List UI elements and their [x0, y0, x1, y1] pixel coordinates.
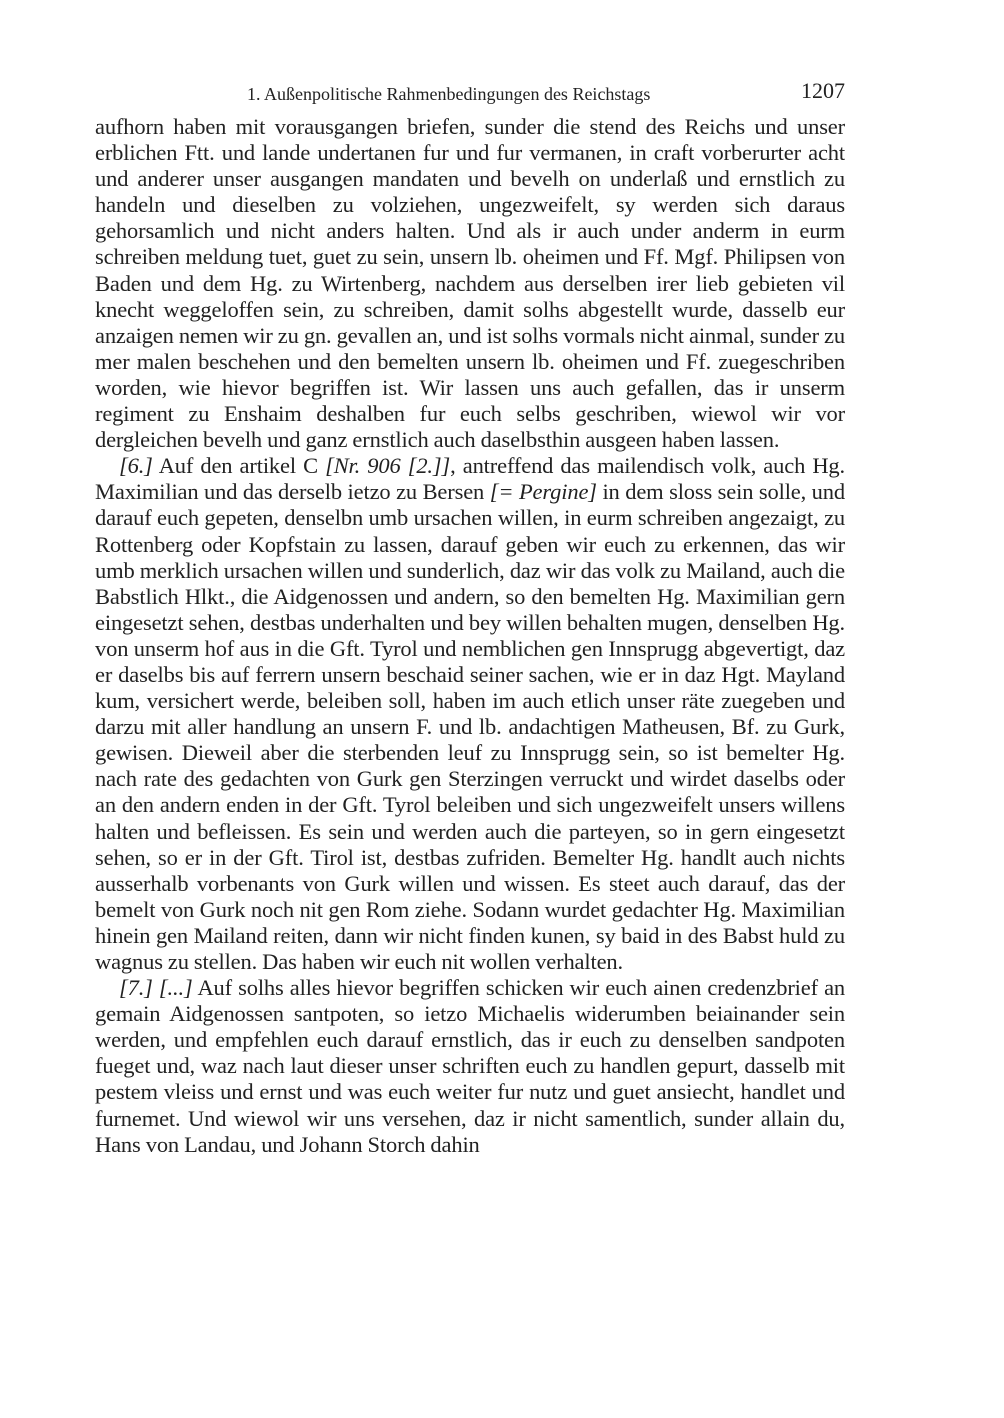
text-segment: Auf den artikel C — [152, 453, 326, 479]
text-segment: aufhorn haben mit vorausgangen briefen, sunder die stend des Reichs und unser erblichen Ftt. und lande undertanen fur und fur vermanen, in craft vorberurter acht und anderer unser ausgangen mandaten und bevelh on underlaß und ernstlich zu handeln und dieselben zu volziehen, ungezweifelt, sy werden sich daraus gehorsamlich und nicht anders halten. Und als ir auch under anderm in eurm schreiben meldung tuet, guet zu sein, unsern lb. oheimen und Ff. Mgf. Philipsen von Baden und dem Hg. zu Wirtenberg, nachdem aus derselben irer lieb gebieten vil knecht weggeloffen sein, zu schreiben, damit solhs abgestellt wurde, dasselb eur anzaigen nemen wir zu gn. gevallen an, und ist solhs vormals nicht ainmal, sunder zu mer malen beschehen und den bemelten unsern lb. oheimen und Ff. zuegeschriben worden, wie hievor begriffen ist. Wir lassen uns auch gefallen, das ir unserm regiment zu Enshaim deshalben fur euch selbs geschriben, wiewol wir vor dergleichen bevelh und ganz ernstlich auch daselbsthin ausgeen haben lassen. — [95, 114, 845, 453]
running-header — [95, 78, 845, 114]
text-segment: Auf solhs alles hievor begriffen schicken wir euch ainen credenzbrief an gemain Aidgenossen santpoten, so ietzo Michaelis widerumben beiainander sein werden, und empfehlen euch darauf ernstlich, das ir euch zu denselben sandpoten fueget und, waz nach laut dieser unser schriften euch zu handlen gepurt, dasselb mit pestem vleiss und ernst und was euch weiter fur nutz und guet ansiecht, handlet und furnemet. Und wiewol wir uns versehen, daz ir nicht samentlich, sunder allain du, Hans von Landau, und Johann Storch dahin — [95, 975, 846, 1157]
document-page — [95, 78, 845, 1158]
cross-reference: [Nr. 906 [2.]] — [325, 453, 451, 479]
page-number: 1207 — [801, 78, 845, 103]
paragraph-1 — [95, 114, 845, 453]
body-text — [95, 114, 845, 1158]
editorial-note: [= Pergine] — [489, 479, 597, 505]
section-marker: [6.] — [119, 453, 153, 479]
text-segment: , antreffend das mailendisch volk, auch Hg. Maximilian und das derselb ietzo zu Bersen — [95, 453, 845, 505]
paragraph-2 — [95, 453, 845, 975]
paragraph-3 — [95, 975, 845, 1158]
running-title: 1. Außenpolitische Rahmenbedingungen des Reichstags — [247, 84, 651, 104]
section-marker: [7.] [...] — [119, 975, 193, 1001]
text-segment: in dem sloss sein solle, und darauf euch gepeten, denselbn umb ursachen willen, in eurm schreiben angezaigt, zu Rottenberg oder Kopfstain zu lassen, darauf geben wir euch zu erkennen, das wir umb merklich ursachen willen und sunderlich, daz wir das volk zu Mailand, auch die Babstlich Hlkt., die Aidgenossen und andern, so den bemelten Hg. Maximilian gern eingesetzt sehen, destbas underhalten und bey willen behalten mugen, denselben Hg. von unserm hof aus in die Gft. Tyrol und nemblichen gen Innsprugg abgevertigt, daz er daselbs bis auf ferrern unsern beschaid seiner sachen, wie er in daz Hgt. Mayland kum, versichert werde, beleiben soll, haben im auch etlich unser räte zuegeben und darzu mit aller handlung an unsern F. und lb. andachtigen Matheusen, Bf. zu Gurk, gewisen. Dieweil aber die sterbenden leuf zu Innsprugg sein, so ist bemelter Hg. nach rate des gedachten von Gurk gen Sterzingen verruckt und wirdet daselbs oder an den andern enden in der Gft. Tyrol beleiben und sich ungezweifelt unsers willens halten und befleissen. Es sein und werden auch die parteyen, so in gern eingesetzt sehen, so er in der Gft. Tirol ist, destbas zufriden. Bemelter Hg. handlt auch nichts ausserhalb vorbenants von Gurk willen und wissen. Es steet auch darauf, das der bemelt von Gurk noch nit gen Rom ziehe. Sodann wurdet gedachter Hg. Maximilian hinein gen Mailand reiten, dann wir nicht finden kunen, sy baid in des Babst huld zu wagnus zu stellen. Das haben wir euch nit wollen verhalten. — [95, 479, 845, 974]
